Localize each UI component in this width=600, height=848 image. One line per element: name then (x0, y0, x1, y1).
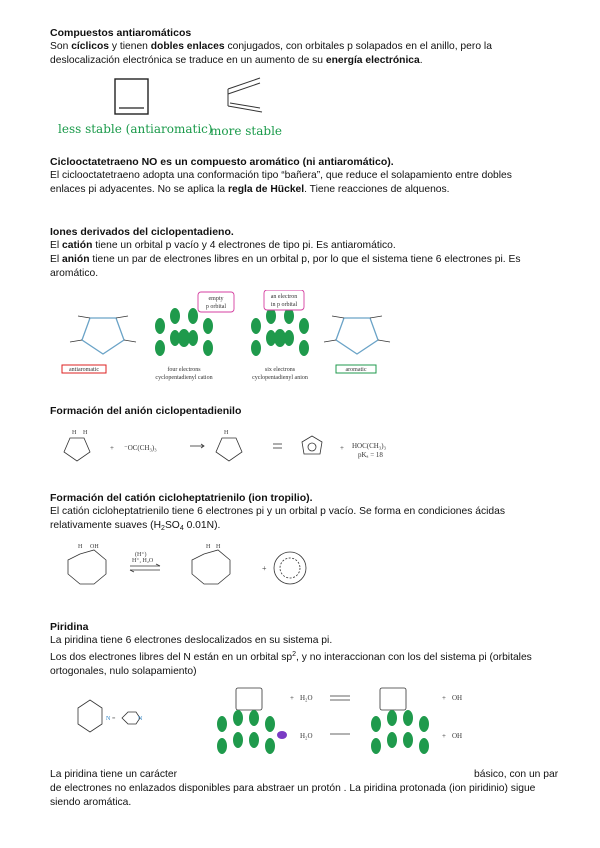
section-cp-anion-formation (50, 404, 550, 418)
svg-text:H: H (72, 430, 77, 436)
cp-ions-figure (48, 290, 428, 390)
cation-orbital-diagram (155, 308, 213, 356)
svg-text:H: H (206, 544, 211, 550)
svg-text:HOC(CH₃)₃: HOC(CH₃)₃ (352, 442, 387, 450)
tropylium-reaction (50, 540, 360, 602)
svg-text:empty: empty (208, 296, 224, 302)
heading-cp-anion-formation: Formación del anión ciclopentadienilo (50, 405, 242, 417)
svg-text:+: + (340, 444, 344, 452)
svg-text:+: + (442, 694, 446, 702)
svg-text:+: + (290, 694, 294, 702)
section-cyclooctatetraene (50, 155, 550, 197)
svg-text:+: + (262, 564, 267, 573)
section-pyridine-basicity (50, 768, 559, 810)
svg-text:cyclopentadienyl cation: cyclopentadienyl cation (155, 375, 213, 381)
svg-text:H⁺, H₂O: H⁺, H₂O (132, 558, 154, 564)
svg-text:N: N (138, 716, 143, 722)
svg-text:H: H (83, 430, 88, 436)
antiaromatic-tag-text: antiaromatic (69, 367, 99, 373)
section-tropylium (50, 491, 550, 536)
section-cp-ions (50, 225, 550, 281)
heading-cyclooctatetraene: Ciclooctatetraeno NO es un compuesto aromático (ni antiaromático). (50, 156, 394, 168)
svg-text:H₂O: H₂O (300, 694, 313, 702)
pyridine-orbital-diagram (217, 710, 429, 754)
svg-text:H₂O: H₂O (300, 732, 313, 740)
paragraph-basicity-rest: de electrones no enlazados disponibles para abstraer un protón . La piridina protonada (ion piridinio) sigue siendo aromática. (50, 783, 536, 808)
svg-text:cyclopentadienyl anion: cyclopentadienyl anion (252, 375, 308, 381)
svg-text:p orbital: p orbital (205, 304, 227, 310)
section-antiaromatic (50, 26, 550, 68)
paragraph-basicity-line1: La piridina tiene un carácter básico, con un par (50, 769, 559, 780)
svg-text:an electron: an electron (270, 294, 298, 300)
lone-pair-lobe (277, 731, 287, 739)
label-less-stable: less stable (antiaromatic) (58, 122, 213, 136)
svg-text:in p orbital: in p orbital (270, 302, 298, 308)
paragraph-anion: El anión tiene un par de electrones libres en un orbital p, por lo que el sistema tiene 6 electrones pi. Es aromático. (50, 254, 521, 279)
heading-cp-ions: Iones derivados del ciclopentadieno. (50, 226, 234, 238)
heading-pyridine: Piridina (50, 621, 89, 633)
svg-text:+: + (110, 444, 114, 452)
svg-text:OH: OH (90, 544, 99, 550)
paragraph-antiaromatic: Son cíclicos y tienen dobles enlaces conjugados, con orbitales p solapados en el anillo, pero la deslocalización electrónica se traduce en un aumento de su energía electrónica. (50, 41, 492, 66)
svg-text:⁻OC(CH₃)₃: ⁻OC(CH₃)₃ (124, 444, 157, 452)
svg-text:pKₐ = 18: pKₐ = 18 (358, 451, 383, 459)
svg-text:=: = (112, 716, 116, 722)
svg-text:H: H (224, 430, 229, 436)
svg-text:OH: OH (452, 694, 463, 702)
paragraph-cation: El catión tiene un orbital p vacío y 4 electrones de tipo pi. Es antiaromático. (50, 240, 396, 251)
pyridine-figure (50, 684, 490, 764)
svg-text:+: + (442, 732, 446, 740)
svg-text:H: H (78, 544, 83, 550)
svg-text:H: H (216, 544, 221, 550)
heading-tropylium: Formación del catión cicloheptatrienilo (ion tropilio). (50, 492, 313, 504)
cyclobutadiene-figure (110, 76, 280, 124)
paragraph-cyclooctatetraene: El ciclooctatetraeno adopta una conformación tipo “bañera”, que reduce el solapamiento entre dobles enlaces pi adyacentes. No se aplica la regla de Hückel. Tiene reacciones de alquenos. (50, 170, 512, 195)
svg-text:four electrons: four electrons (167, 367, 201, 373)
aromatic-tag-text: aromatic (345, 367, 367, 373)
svg-text:(H⁺): (H⁺) (135, 552, 147, 558)
paragraph-tropylium: El catión cicloheptatrienilo tiene 6 electrones pi y un orbital p vacío. Se forma en condiciones ácidas relativamente suaves ($H_2SO_4$ 0.01N). (50, 506, 506, 532)
cp-anion-reaction (50, 424, 560, 474)
svg-text:N: N (106, 716, 111, 722)
anion-ring-diagram (324, 316, 390, 354)
paragraph-pyridine-2: Los dos electrones libres del N están en un orbital $sp^2$, y no interaccionan con los del sistema pi (orbitales ortogonales, nulo solapamiento) (50, 651, 532, 677)
svg-text:OH: OH (452, 732, 463, 740)
cation-ring-diagram (70, 316, 136, 354)
anion-orbital-diagram (251, 308, 309, 356)
paragraph-pyridine-1: La piridina tiene 6 electrones deslocalizados en su sistema pi. (50, 635, 333, 646)
heading-antiaromatic: Compuestos antiaromáticos (50, 27, 192, 39)
label-more-stable: more stable (210, 124, 283, 138)
svg-text:six electrons: six electrons (264, 367, 296, 373)
section-pyridine (50, 620, 550, 679)
